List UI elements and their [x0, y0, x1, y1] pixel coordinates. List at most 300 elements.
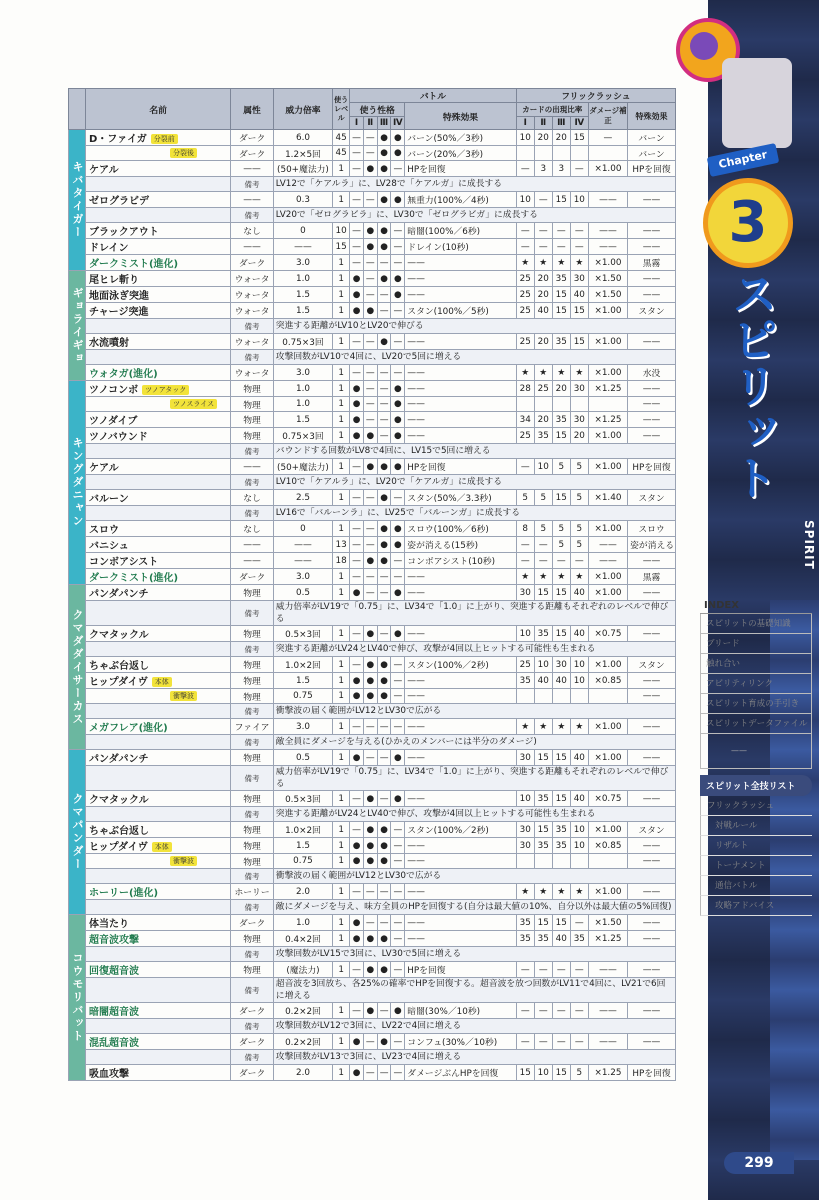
table-row [69, 397, 676, 412]
personality-mark: ● [363, 428, 377, 444]
damage-mod: ×1.00 [588, 719, 627, 735]
note-text: LV20で「ゼログラビラ」に、LV30で「ゼログラビガ」に成長する [273, 208, 675, 223]
index-item[interactable]: ブリード [700, 634, 812, 654]
card-rate: 10 [570, 673, 588, 689]
damage-mod: —— [588, 962, 627, 978]
note-text: LV16で「バルーンラ」に、LV25で「バルーンガ」に成長する [273, 506, 675, 521]
skill-name-text: ダークミスト(進化) [88, 573, 179, 584]
personality-mark: — [391, 569, 405, 585]
skill-power: 2.0 [273, 884, 332, 900]
skill-attr: なし [231, 223, 273, 239]
card-rate: — [552, 1034, 570, 1050]
note-spacer [85, 807, 230, 822]
table-row [69, 381, 676, 397]
index-title: INDEX [700, 598, 812, 614]
personality-mark: — [363, 719, 377, 735]
card-rate: 30 [516, 838, 534, 854]
personality-mark: ● [391, 459, 405, 475]
personality-mark: — [350, 962, 364, 978]
card-rate: 5 [516, 490, 534, 506]
personality-mark: ● [377, 146, 391, 161]
skill-power: 0.3 [273, 192, 332, 208]
card-rate: 25 [516, 303, 534, 319]
card-rate [534, 689, 552, 704]
note-label: 備考 [231, 601, 273, 626]
personality-mark: — [391, 838, 405, 854]
card-rate: ★ [534, 255, 552, 271]
skill-name-text: ブラックアウト [88, 227, 159, 238]
flick-effect: スタン [628, 303, 676, 319]
personality-mark: — [363, 750, 377, 766]
skill-name-text: D・ファイガ [88, 134, 147, 145]
card-rate: 30 [552, 657, 570, 673]
skill-attr: 物理 [231, 657, 273, 673]
index-item[interactable]: アビリティリンク [700, 674, 812, 694]
skill-name-text: ヒップダイヴ [88, 677, 148, 688]
personality-mark: ● [391, 750, 405, 766]
hdr-card-rate: カードの出現比率 [516, 103, 588, 117]
note-row [69, 900, 676, 915]
card-rate: 30 [570, 271, 588, 287]
card-rate: — [552, 239, 570, 255]
personality-mark: — [377, 915, 391, 931]
card-rate: 30 [516, 822, 534, 838]
skill-attr: —— [231, 459, 273, 475]
card-rate: 20 [570, 428, 588, 444]
skill-power: 1.0 [273, 271, 332, 287]
skill-name-text: 混乱超音波 [88, 1038, 139, 1049]
skill-attr: 物理 [231, 689, 273, 704]
skill-effect: スロウ(100%／6秒) [405, 521, 516, 537]
note-spacer [85, 350, 230, 365]
skill-effect: スタン(100%／2秒) [405, 822, 516, 838]
personality-mark: ● [377, 1034, 391, 1050]
skill-power: 1.5 [273, 287, 332, 303]
skill-name [85, 838, 230, 854]
card-rate: 35 [534, 791, 552, 807]
card-rate: ★ [534, 569, 552, 585]
skill-attr: ダーク [231, 915, 273, 931]
flick-effect: バーン [628, 130, 676, 146]
damage-mod: ×1.25 [588, 931, 627, 947]
card-rate: — [516, 223, 534, 239]
skill-name [85, 673, 230, 689]
skill-name-text: 超音波攻撃 [88, 935, 139, 946]
hdr-battle: バトル [350, 89, 517, 103]
skill-effect: 無重力(100%／4秒) [405, 192, 516, 208]
personality-mark: — [377, 750, 391, 766]
skill-power: (50+魔法力) [273, 459, 332, 475]
card-rate: 30 [516, 750, 534, 766]
damage-mod: ×1.25 [588, 1065, 627, 1081]
skill-name [85, 161, 230, 177]
personality-mark: — [350, 553, 364, 569]
skill-level: 1 [333, 161, 350, 177]
card-rate: 15 [570, 334, 588, 350]
note-text: LV10で「ケアルラ」に、LV20で「ケアルガ」に成長する [273, 475, 675, 490]
card-rate: 15 [552, 585, 570, 601]
skill-effect: ダメージぶんHPを回復 [405, 1065, 516, 1081]
card-rate: — [570, 1034, 588, 1050]
card-rate: 15 [552, 287, 570, 303]
skill-effect: —— [405, 271, 516, 287]
card-rate: 5 [570, 537, 588, 553]
card-rate: — [552, 553, 570, 569]
flick-effect: HPを回復 [628, 1065, 676, 1081]
skill-name-text: パンダパンチ [88, 754, 149, 765]
personality-mark: — [350, 569, 364, 585]
index-item[interactable]: スピリット育成の手引き [700, 694, 812, 714]
index-sub-item[interactable]: 通信バトル [700, 876, 812, 896]
note-text: 突進する距離がLV24とLV40で伸び、攻撃が4回以上ヒットする可能性も生まれる [273, 642, 675, 657]
card-rate: 10 [570, 192, 588, 208]
hdr-damage-mod: ダメージ補正 [588, 103, 627, 130]
skill-level: 1 [333, 192, 350, 208]
personality-mark: ● [377, 490, 391, 506]
skill-effect: HPを回復 [405, 459, 516, 475]
card-rate: ★ [570, 884, 588, 900]
personality-mark: ● [391, 271, 405, 287]
card-rate [570, 397, 588, 412]
card-rate: ★ [552, 365, 570, 381]
card-rate: 35 [534, 428, 552, 444]
card-rate: 25 [516, 334, 534, 350]
personality-mark: — [377, 381, 391, 397]
skill-effect: HPを回復 [405, 161, 516, 177]
skill-name [85, 657, 230, 673]
skill-power: 2.0 [273, 1065, 332, 1081]
index-sub-top[interactable]: フリックラッシュ [700, 796, 812, 816]
card-rate: 5 [552, 537, 570, 553]
family-label: ギョライギョ [69, 271, 86, 381]
skill-level: 10 [333, 223, 350, 239]
hdr-c4: Ⅳ [570, 117, 588, 130]
card-rate: 5 [552, 459, 570, 475]
index-sub-item[interactable]: 攻略アドバイス [700, 896, 812, 916]
card-rate: 15 [552, 1065, 570, 1081]
note-label: 備考 [231, 350, 273, 365]
page-number: 299 [724, 1152, 794, 1174]
card-rate [534, 146, 552, 161]
personality-mark: ● [363, 689, 377, 704]
index-item[interactable]: 触れ合い [700, 654, 812, 674]
card-rate: 15 [552, 915, 570, 931]
card-rate [534, 397, 552, 412]
personality-mark: ● [377, 161, 391, 177]
card-rate: ★ [552, 569, 570, 585]
card-rate: 3 [534, 161, 552, 177]
skill-power: 0.75×3回 [273, 334, 332, 350]
table-row [69, 459, 676, 475]
card-rate: 10 [570, 657, 588, 673]
personality-mark: ● [377, 962, 391, 978]
skill-part-tag: 衝撃波 [170, 691, 197, 701]
index-box-label: —— [731, 746, 747, 755]
card-rate: 5 [552, 521, 570, 537]
damage-mod: —— [588, 553, 627, 569]
skill-name-text: スロウ [88, 525, 119, 536]
skill-name-text: コンボアシスト [88, 557, 159, 568]
skill-name [85, 553, 230, 569]
skill-name [85, 537, 230, 553]
skill-name-text: 水流噴射 [88, 338, 129, 349]
flick-effect: HPを回復 [628, 161, 676, 177]
skill-power: 6.0 [273, 130, 332, 146]
family-label: クマダダイサーカス [69, 585, 86, 750]
skill-level: 13 [333, 537, 350, 553]
skill-level: 1 [333, 490, 350, 506]
damage-mod: ×1.50 [588, 915, 627, 931]
damage-mod: ×0.75 [588, 791, 627, 807]
skill-power: —— [273, 553, 332, 569]
index-nav [700, 598, 812, 916]
table-row [69, 854, 676, 869]
skill-name-text: ツノバウンド [88, 432, 148, 443]
skill-name-text: 地面泳ぎ突進 [88, 291, 149, 302]
flick-effect: —— [628, 553, 676, 569]
note-spacer [85, 1019, 230, 1034]
personality-mark: ● [377, 854, 391, 869]
note-label: 備考 [231, 444, 273, 459]
note-label: 備考 [231, 208, 273, 223]
table-row [69, 915, 676, 931]
skill-name [85, 428, 230, 444]
personality-mark: ● [363, 161, 377, 177]
hdr-special: 特殊効果 [405, 103, 516, 130]
skill-effect: —— [405, 838, 516, 854]
personality-mark: — [377, 884, 391, 900]
card-rate: — [516, 161, 534, 177]
personality-mark: ● [363, 459, 377, 475]
skill-power: —— [273, 239, 332, 255]
skill-attr: 物理 [231, 854, 273, 869]
skill-name [85, 412, 230, 428]
damage-mod: ×1.00 [588, 255, 627, 271]
note-row [69, 642, 676, 657]
card-rate: 25 [516, 271, 534, 287]
flick-effect: —— [628, 397, 676, 412]
card-rate: 35 [516, 673, 534, 689]
card-rate: 40 [570, 287, 588, 303]
card-rate: — [570, 239, 588, 255]
skill-attr: なし [231, 490, 273, 506]
personality-mark: — [391, 1065, 405, 1081]
hdr-family [69, 89, 86, 130]
damage-mod: ×1.50 [588, 287, 627, 303]
card-rate: — [534, 1034, 552, 1050]
skill-attr: —— [231, 553, 273, 569]
note-row [69, 177, 676, 192]
skill-power: 2.5 [273, 490, 332, 506]
damage-mod: ×1.00 [588, 657, 627, 673]
flick-effect: —— [628, 1003, 676, 1019]
skill-effect: 暗闇(100%／6秒) [405, 223, 516, 239]
skill-name-text: バルーン [88, 494, 129, 505]
note-row [69, 704, 676, 719]
note-spacer [85, 900, 230, 915]
damage-mod: ×1.00 [588, 585, 627, 601]
card-rate [552, 854, 570, 869]
note-label: 備考 [231, 766, 273, 791]
card-rate: 40 [570, 791, 588, 807]
flick-effect: —— [628, 791, 676, 807]
card-rate: 20 [534, 334, 552, 350]
personality-mark: ● [391, 428, 405, 444]
card-rate: — [516, 1034, 534, 1050]
personality-mark: ● [391, 537, 405, 553]
card-rate: — [516, 239, 534, 255]
skill-name [85, 1034, 230, 1050]
skill-effect: —— [405, 931, 516, 947]
skill-name [85, 239, 230, 255]
note-spacer [85, 766, 230, 791]
skill-name [85, 884, 230, 900]
personality-mark: ● [377, 822, 391, 838]
flick-effect: スタン [628, 490, 676, 506]
personality-mark: ● [377, 838, 391, 854]
card-rate [570, 146, 588, 161]
card-rate: 5 [534, 490, 552, 506]
table-row [69, 255, 676, 271]
flick-effect: —— [628, 271, 676, 287]
card-rate: — [516, 962, 534, 978]
skill-power: 0.75 [273, 689, 332, 704]
table-row [69, 428, 676, 444]
card-rate: 15 [534, 915, 552, 931]
card-rate: 35 [534, 626, 552, 642]
personality-mark: ● [377, 192, 391, 208]
skill-power: 3.0 [273, 365, 332, 381]
card-rate: — [516, 537, 534, 553]
index-sub-item[interactable]: リザルト [700, 836, 812, 856]
card-rate: 25 [534, 381, 552, 397]
index-sub-item[interactable]: トーナメント [700, 856, 812, 876]
note-text: 敵全員にダメージを与える(ひかえのメンバーには半分のダメージ) [273, 735, 675, 750]
skill-effect: —— [405, 412, 516, 428]
card-rate: — [534, 239, 552, 255]
personality-mark: ● [391, 287, 405, 303]
card-rate: 35 [516, 915, 534, 931]
skill-power: 1.0×2回 [273, 822, 332, 838]
card-rate: 35 [534, 931, 552, 947]
skill-name-text: ツノコンボ [88, 385, 139, 396]
table-row [69, 626, 676, 642]
card-rate: — [516, 1003, 534, 1019]
skill-level: 1 [333, 689, 350, 704]
index-sub-item[interactable]: 対戦ルール [700, 816, 812, 836]
hdr-name: 名前 [85, 89, 230, 130]
note-label: 備考 [231, 1050, 273, 1065]
card-rate: 30 [570, 412, 588, 428]
card-rate: 35 [516, 931, 534, 947]
card-rate: 10 [534, 657, 552, 673]
skill-level: 1 [333, 287, 350, 303]
index-item[interactable]: スピリットの基礎知識 [700, 614, 812, 634]
personality-mark: — [377, 791, 391, 807]
note-spacer [85, 642, 230, 657]
note-spacer [85, 319, 230, 334]
personality-mark: ● [391, 1003, 405, 1019]
damage-mod: —— [588, 223, 627, 239]
flick-effect: —— [628, 915, 676, 931]
skill-effect: —— [405, 365, 516, 381]
hdr-power: 威力倍率 [273, 89, 332, 130]
skill-attr: 物理 [231, 397, 273, 412]
personality-mark: ● [350, 689, 364, 704]
card-rate: — [534, 192, 552, 208]
personality-mark: ● [350, 397, 364, 412]
personality-mark: — [350, 239, 364, 255]
skill-power: 1.0 [273, 381, 332, 397]
personality-mark: — [350, 537, 364, 553]
card-rate: 10 [570, 822, 588, 838]
card-rate: ★ [516, 719, 534, 735]
index-active-item[interactable]: スピリット全技リスト [700, 775, 812, 796]
skill-power: 1.0 [273, 915, 332, 931]
skill-attr: ファイア [231, 719, 273, 735]
card-rate: ★ [570, 719, 588, 735]
note-text: 攻撃回数がLV10で4回に、LV20で5回に増える [273, 350, 675, 365]
card-rate: — [552, 223, 570, 239]
personality-mark: — [377, 255, 391, 271]
family-label: キングダニャン [69, 381, 86, 585]
skill-name-text: ケアル [88, 463, 119, 474]
skill-attr: ウォータ [231, 334, 273, 350]
skill-effect: —— [405, 428, 516, 444]
damage-mod [588, 146, 627, 161]
personality-mark: — [363, 537, 377, 553]
skill-power: 1.5 [273, 673, 332, 689]
skill-effect: スタン(50%／3.3秒) [405, 490, 516, 506]
note-spacer [85, 947, 230, 962]
skill-attr: ホーリー [231, 884, 273, 900]
skill-effect: スタン(100%／5秒) [405, 303, 516, 319]
note-spacer [85, 869, 230, 884]
table-row [69, 838, 676, 854]
index-item[interactable]: スピリットデータファイル [700, 714, 812, 734]
skill-table-body [69, 130, 676, 1081]
skill-level: 1 [333, 822, 350, 838]
card-rate: 35 [552, 334, 570, 350]
flick-effect: —— [628, 223, 676, 239]
skill-power: (魔法力) [273, 962, 332, 978]
skill-name-text: 体当たり [88, 919, 129, 930]
flick-effect: HPを回復 [628, 459, 676, 475]
skill-power: (50+魔法力) [273, 161, 332, 177]
personality-mark: ● [363, 962, 377, 978]
skill-attr: ダーク [231, 146, 273, 161]
personality-mark: — [377, 365, 391, 381]
personality-mark: ● [377, 689, 391, 704]
card-rate: 10 [534, 1065, 552, 1081]
card-rate: 35 [552, 838, 570, 854]
card-rate: 30 [570, 381, 588, 397]
table-row [69, 287, 676, 303]
card-rate: 10 [570, 838, 588, 854]
skill-effect: —— [405, 689, 516, 704]
note-text: LV12で「ケアルラ」に、LV28で「ケアルガ」に成長する [273, 177, 675, 192]
table-row [69, 657, 676, 673]
note-row [69, 807, 676, 822]
damage-mod: ×1.40 [588, 490, 627, 506]
personality-mark: — [363, 192, 377, 208]
skill-name-text: ツノダイブ [88, 416, 138, 427]
table-row [69, 161, 676, 177]
damage-mod: —— [588, 239, 627, 255]
personality-mark: ● [363, 854, 377, 869]
skill-power: 1.5 [273, 838, 332, 854]
skill-name [85, 689, 230, 704]
